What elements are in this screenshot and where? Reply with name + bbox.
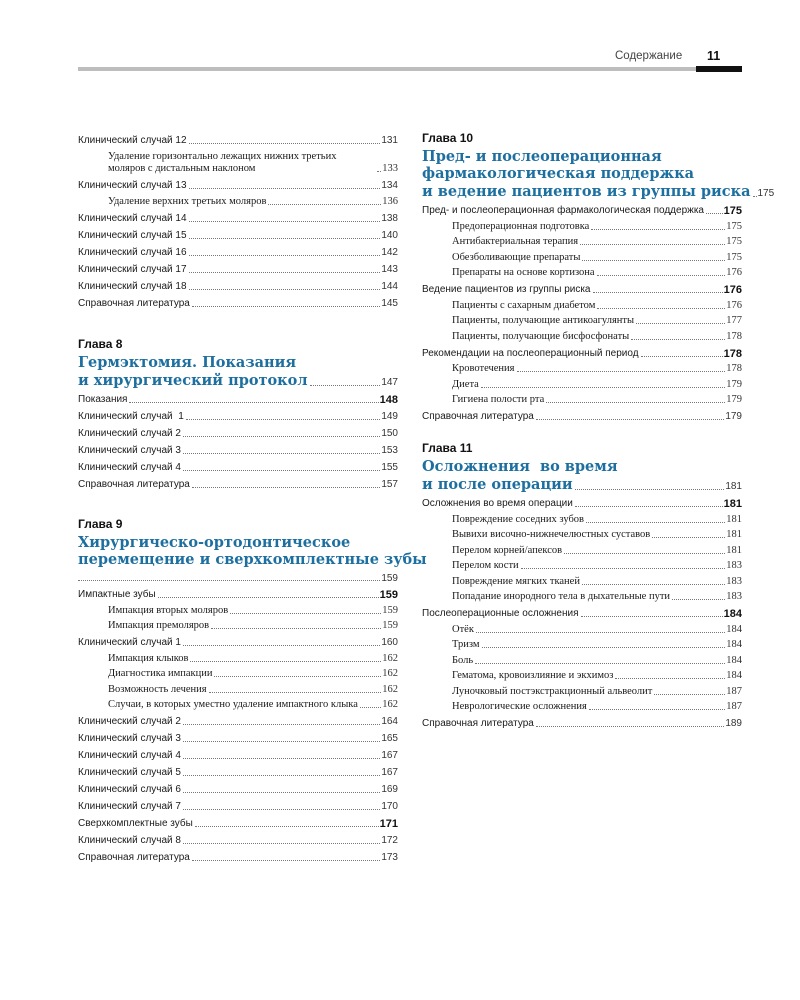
toc-subentry[interactable] (422, 682, 742, 698)
chapter-label: Глава 9 (78, 517, 123, 531)
toc-entry-text: Повреждение соседних зубов (452, 513, 585, 525)
toc-entry[interactable] (422, 493, 742, 510)
toc-entry-text: Удаление горизонтально лежащих нижних третьих моляров с дистальным наклоном (108, 151, 337, 174)
toc-entry-text: Препараты на основе кортизона (452, 267, 595, 278)
toc-entry-text: Перелом корней/апексов (452, 544, 563, 556)
toc-entry-text: Предоперационная подготовка (452, 220, 590, 232)
toc-entry[interactable] (78, 423, 398, 440)
toc-entry-page: 184 (726, 670, 742, 681)
toc-entry[interactable] (78, 130, 398, 147)
toc-entry-text: Пациенты с сахарным диабетом (452, 299, 596, 311)
toc-entry-page: 169 (381, 784, 398, 795)
toc-entry[interactable] (78, 632, 398, 649)
header-rule (78, 67, 696, 71)
toc-entry-text: Клинический случай 3 (78, 445, 181, 456)
toc-entry-page: 165 (381, 733, 398, 744)
toc-subentry[interactable] (422, 620, 742, 636)
toc-entry[interactable] (78, 208, 398, 225)
toc-entry[interactable] (78, 457, 398, 474)
toc-entry[interactable] (78, 728, 398, 745)
toc-entry[interactable] (78, 830, 398, 847)
toc-entry-page: 184 (726, 623, 742, 635)
toc-entry[interactable] (78, 276, 398, 293)
toc-entry-page: 183 (726, 560, 742, 571)
toc-entry-text: Пациенты, получающие бисфосфонаты (452, 330, 630, 342)
chapter-title-line: фармакологическая поддержка (422, 165, 695, 182)
toc-entry-page: 187 (726, 685, 742, 697)
chapter-title-page: 175 (757, 188, 775, 199)
toc-entry-page: 175 (726, 236, 742, 247)
toc-entry-page: 144 (381, 280, 398, 292)
toc-entry-page: 171 (379, 818, 398, 830)
toc-entry-text: Луночковый постэкстракционный альвеолит (452, 685, 653, 697)
toc-entry-text: Тризм (452, 639, 480, 650)
toc-entry-page: 189 (725, 718, 742, 729)
toc-entry-page: 179 (726, 394, 742, 405)
toc-subentry[interactable] (422, 572, 742, 588)
chapter-title-page: 159 (381, 573, 398, 584)
toc-entry-page: 179 (725, 411, 742, 422)
toc-entry-page: 143 (381, 263, 398, 275)
toc-entry-page: 179 (726, 378, 742, 390)
toc-entry-text: Попадание инородного тела в дыхательные пути (452, 591, 671, 602)
chapter-title-line: и хирургический протокол (78, 372, 308, 389)
toc-entry-text: Клинический случай 13 (78, 180, 187, 191)
toc-entry-page: 178 (726, 363, 742, 374)
toc-entry-page: 167 (381, 750, 398, 761)
toc-subentry[interactable] (78, 192, 398, 208)
toc-entry-text: Клинический случай 18 (78, 280, 187, 292)
toc-entry-page: 162 (382, 683, 398, 695)
toc-entry-page: 164 (381, 716, 398, 727)
toc-entry-text: Кровотечения (452, 363, 515, 374)
toc-entry-text: Клинический случай 5 (78, 767, 181, 778)
toc-subentry[interactable] (78, 665, 398, 681)
chapter-title-line: и ведение пациентов из группы риска (422, 183, 751, 200)
toc-entry-text: Показания (78, 394, 128, 405)
chapter-title[interactable] (78, 534, 427, 568)
toc-entry-text: Клинический случай 4 (78, 750, 181, 761)
toc-subentry[interactable] (78, 696, 398, 712)
toc-entry-text: Клинический случай 12 (78, 135, 187, 146)
toc-entry-page: 172 (381, 835, 398, 846)
toc-entry-text: Послеоперационные осложнения (422, 608, 579, 619)
toc-entry-page: 149 (381, 411, 398, 422)
toc-entry-text: Клинический случай 3 (78, 733, 181, 744)
toc-entry-text: Осложнения во время операции (422, 498, 573, 509)
toc-entry[interactable] (78, 779, 398, 796)
chapter-title[interactable] (78, 354, 398, 371)
chapter-title-row[interactable] (422, 475, 742, 493)
chapter-title-line: и после операции (422, 476, 573, 493)
toc-entry-page: 178 (723, 347, 742, 360)
toc-entry[interactable] (78, 293, 398, 310)
toc-entry-text: Неврологические осложнения (452, 701, 587, 712)
toc-subentry[interactable] (422, 510, 742, 526)
toc-subentry[interactable] (422, 698, 742, 714)
toc-continuation (78, 130, 398, 310)
chapter-9 (78, 516, 427, 864)
toc-entry-text: Клинический случай 1 (78, 411, 184, 422)
toc-entry-text: Боль (452, 654, 474, 666)
toc-entry-page: 176 (723, 284, 742, 296)
toc-entry-text: Клинический случай 2 (78, 428, 181, 439)
toc-entry-text: Справочная литература (78, 852, 190, 863)
toc-entry-text: Клинический случай 2 (78, 716, 181, 727)
toc-entry-page: 184 (723, 608, 742, 620)
toc-entry-text: Случаи, в которых уместно удаление импактного клыка (108, 699, 358, 710)
toc-subentry[interactable] (78, 617, 398, 633)
toc-entry[interactable] (78, 440, 398, 457)
toc-entry-page: 173 (381, 852, 398, 863)
toc-entry[interactable] (78, 796, 398, 813)
toc-entry-text: Гигиена полости рта (452, 394, 545, 405)
toc-subentry[interactable] (78, 601, 398, 617)
toc-entry-page: 181 (726, 513, 742, 525)
toc-subentry[interactable] (422, 557, 742, 573)
toc-entry-page: 131 (381, 135, 398, 146)
toc-entry-page: 140 (381, 229, 398, 241)
toc-subentry[interactable] (422, 651, 742, 667)
toc-entry-page: 134 (381, 180, 398, 191)
chapter-title-line: Осложнения во время (422, 458, 618, 475)
toc-subentry[interactable] (422, 327, 742, 343)
toc-entry-page: 157 (381, 479, 398, 490)
toc-entry-text: Клинический случай 7 (78, 801, 181, 812)
toc-entry-text: Клинический случай 15 (78, 229, 187, 241)
toc-entry-page: 175 (723, 205, 742, 217)
toc-entry-text: Удаление верхних третьих моляров (108, 195, 267, 207)
toc-entry-page: 176 (726, 267, 742, 278)
toc-entry-page: 159 (382, 604, 398, 616)
toc-entry-text: Справочная литература (78, 297, 190, 309)
page-number: 11 (707, 49, 721, 63)
toc-entry[interactable] (422, 279, 742, 296)
toc-subentry[interactable] (78, 680, 398, 696)
toc-subentry[interactable] (422, 667, 742, 683)
toc-entry[interactable] (78, 389, 398, 406)
toc-entry-page: 181 (726, 544, 742, 556)
toc-entry-page: 153 (381, 445, 398, 456)
running-header-title: Содержание (615, 50, 683, 62)
toc-entry-text: Клинический случай 1 (78, 637, 181, 648)
toc-entry-page: 159 (379, 589, 398, 601)
toc-entry-page: 177 (726, 315, 742, 326)
toc-entry-text: Ведение пациентов из группы риска (422, 284, 591, 295)
toc-subentry[interactable] (422, 360, 742, 376)
toc-entry[interactable] (422, 343, 742, 360)
toc-entry-text: Диагностика импакции (108, 668, 213, 679)
toc-entry-page: 142 (381, 246, 398, 258)
toc-entry-page: 176 (726, 299, 742, 311)
toc-entry-text: Импакция премоляров (108, 620, 210, 631)
chapter-title-line: Пред- и послеоперационная (422, 148, 662, 165)
chapter-title[interactable] (422, 458, 742, 475)
toc-entry[interactable] (78, 259, 398, 276)
toc-entry-text: Клинический случай 6 (78, 784, 181, 795)
toc-entry-page: 148 (379, 394, 398, 406)
toc-entry-page: 183 (726, 591, 742, 602)
toc-entry-text: Справочная литература (422, 411, 534, 422)
toc-entry-text: Клинический случай 16 (78, 246, 187, 258)
toc-entry-text: Импактные зубы (78, 589, 156, 600)
toc-entry-page: 136 (382, 195, 398, 207)
toc-entry[interactable] (422, 406, 742, 423)
toc-entry-text: Повреждение мягких тканей (452, 575, 580, 587)
toc-entry[interactable] (78, 813, 398, 830)
toc-subentry[interactable] (422, 217, 742, 233)
toc-subentry[interactable] (422, 264, 742, 280)
toc-entry-text: Импакция клыков (108, 652, 189, 664)
chapter-11 (422, 440, 742, 730)
toc-entry-text: Возможность лечения (108, 683, 207, 695)
toc-entry-text: Обезболивающие препараты (452, 251, 581, 263)
chapter-title-row[interactable] (78, 371, 398, 389)
header-rule-accent (696, 66, 742, 72)
toc-subentry[interactable] (422, 375, 742, 391)
chapter-10 (422, 130, 775, 423)
toc-entry-text: Справочная литература (78, 479, 190, 490)
toc-subentry[interactable] (422, 296, 742, 312)
toc-entry-text: Клинический случай 4 (78, 462, 181, 473)
toc-entry-text: Рекомендации на послеоперационный период (422, 347, 639, 359)
toc-entry-page: 160 (381, 637, 398, 648)
toc-entry-text: Пред- и послеоперационная фармакологическая поддержка (422, 205, 704, 216)
toc-subentry[interactable] (422, 636, 742, 652)
toc-entry-text: Клинический случай 8 (78, 835, 181, 846)
toc-entry[interactable] (78, 847, 398, 864)
toc-entry-text: Импакция вторых моляров (108, 604, 229, 616)
chapter-title[interactable] (422, 148, 742, 182)
toc-entry-page: 150 (381, 428, 398, 439)
toc-subentry[interactable] (422, 541, 742, 557)
chapter-title-page: 147 (381, 377, 398, 388)
toc-entry-page: 175 (726, 251, 742, 263)
toc-entry-page: 145 (381, 297, 398, 309)
chapter-title-line: Гермэктомия. Показания (78, 354, 297, 371)
toc-entry[interactable] (422, 603, 742, 620)
toc-entry[interactable] (78, 406, 398, 423)
chapter-title-page: 181 (725, 481, 742, 492)
toc-entry-page: 162 (382, 699, 398, 710)
toc-subentry[interactable] (422, 526, 742, 542)
toc-entry[interactable] (78, 242, 398, 259)
toc-entry-text: Пациенты, получающие антикоагулянты (452, 315, 635, 326)
toc-subentry[interactable] (422, 312, 742, 328)
toc-entry-page: 138 (381, 212, 398, 224)
chapter-title-page-row[interactable] (78, 568, 398, 584)
chapter-title-line: перемещение и сверхкомплектные зубы (78, 551, 427, 568)
toc-entry-text: Гематома, кровоизлияние и экхимоз (452, 670, 614, 681)
toc-entry-text: Справочная литература (422, 718, 534, 729)
chapter-8 (78, 336, 398, 491)
toc-subentry[interactable] (78, 147, 398, 175)
toc-entry-page: 181 (723, 498, 742, 510)
toc-entry[interactable] (422, 200, 742, 217)
toc-entry-page: 184 (726, 639, 742, 650)
toc-subentry[interactable] (422, 233, 742, 249)
toc-subentry[interactable] (78, 649, 398, 665)
toc-entry-text: Клинический случай 14 (78, 212, 187, 224)
toc-entry-page: 159 (382, 620, 398, 631)
toc-subentry[interactable] (422, 248, 742, 264)
chapter-label: Глава 8 (78, 337, 123, 351)
toc-entry[interactable] (78, 762, 398, 779)
toc-entry-page: 133 (382, 163, 398, 174)
chapter-label: Глава 10 (422, 131, 474, 145)
chapter-title-row[interactable] (422, 182, 775, 200)
toc-entry-page: 155 (381, 462, 398, 473)
toc-entry-text: Перелом кости (452, 560, 519, 571)
toc-entry-page: 175 (726, 220, 742, 232)
toc-entry-text: Антибактериальная терапия (452, 236, 579, 247)
toc-entry-text: Вывихи височно-нижнечелюстных суставов (452, 529, 651, 540)
toc-entry-text: Сверхкомплектные зубы (78, 818, 193, 829)
toc-entry[interactable] (78, 711, 398, 728)
toc-entry-text: Диета (452, 378, 479, 390)
toc-entry[interactable] (78, 474, 398, 491)
toc-entry[interactable] (78, 584, 398, 601)
toc-entry-text: Отёк (452, 623, 474, 635)
toc-entry[interactable] (422, 713, 742, 730)
toc-entry[interactable] (78, 225, 398, 242)
toc-entry-page: 162 (382, 668, 398, 679)
toc-subentry[interactable] (422, 391, 742, 407)
toc-entry-page: 170 (381, 801, 398, 812)
toc-entry-page: 162 (382, 652, 398, 664)
toc-entry-page: 167 (381, 767, 398, 778)
toc-subentry[interactable] (422, 588, 742, 604)
toc-entry-text: Клинический случай 17 (78, 263, 187, 275)
toc-entry-page: 183 (726, 575, 742, 587)
chapter-label: Глава 11 (422, 441, 473, 455)
toc-entry-page: 187 (726, 701, 742, 712)
toc-entry-page: 178 (726, 330, 742, 342)
toc-entry[interactable] (78, 745, 398, 762)
chapter-title-line: Хирургическо-ортодонтическое (78, 534, 351, 551)
toc-entry-page: 181 (726, 529, 742, 540)
toc-entry-page: 184 (726, 654, 742, 666)
toc-entry[interactable] (78, 175, 398, 192)
